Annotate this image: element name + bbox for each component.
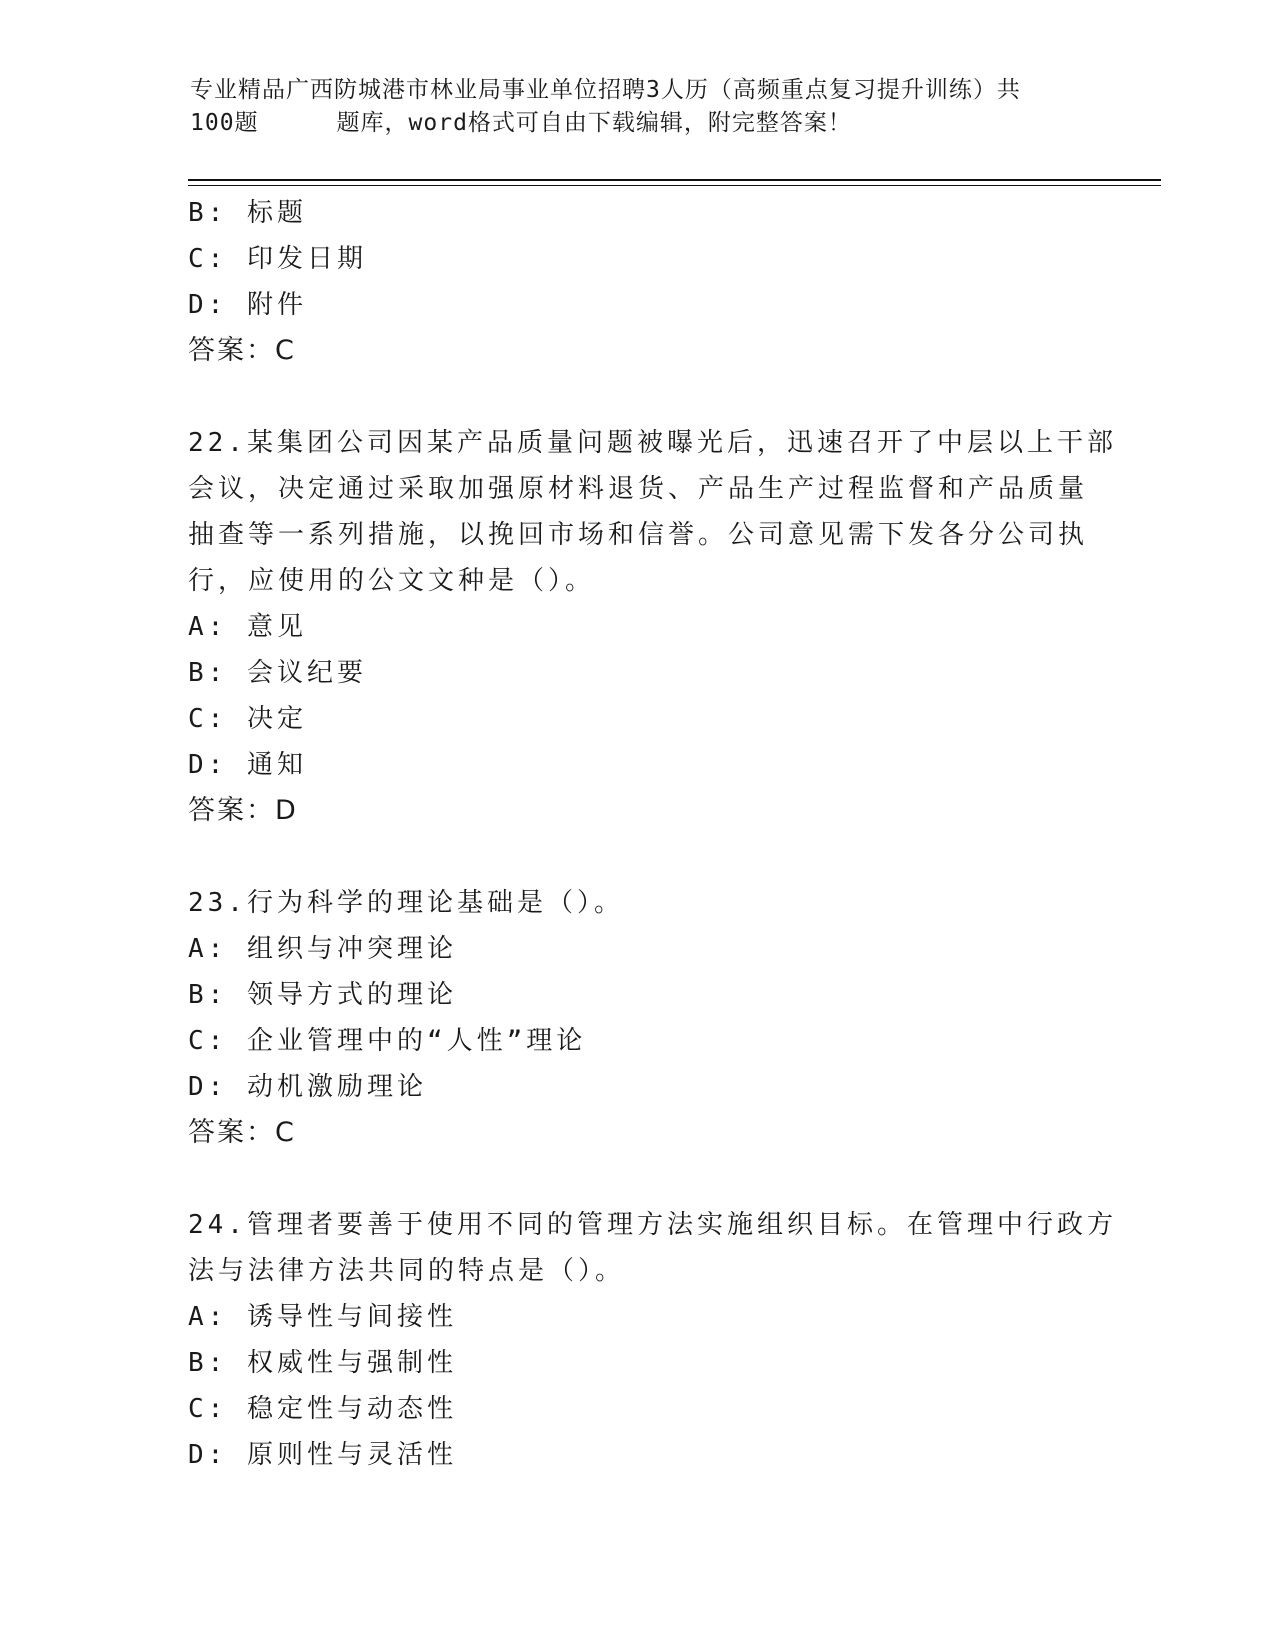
header-question-count: 100题: [190, 110, 259, 136]
spacer: [188, 374, 1088, 420]
question-21: [188, 190, 1088, 374]
option-c: C: 企业管理中的“人性”理论: [188, 1026, 587, 1056]
option-c: C: 稳定性与动态性: [188, 1394, 457, 1424]
question-stem: 法与法律方法共同的特点是（）。: [188, 1256, 626, 1286]
question-22: [188, 420, 1117, 834]
header-title-line-2: [190, 107, 1070, 140]
header-divider-thin: [188, 185, 1161, 186]
question-content: [188, 190, 1117, 1478]
option-b: B: 会议纪要: [188, 658, 367, 688]
question-23: [188, 880, 1088, 1156]
header-divider-thick: [188, 179, 1161, 181]
option-a: A: 意见: [188, 612, 307, 642]
question-stem: 行，应使用的公文文种是（）。: [188, 566, 596, 596]
answer: 答案：D: [188, 795, 298, 826]
page-header: [190, 74, 1070, 140]
option-d: D: 通知: [188, 750, 307, 780]
spacer: [188, 834, 1088, 880]
question-24: [188, 1202, 1117, 1478]
question-stem: 会议，决定通过采取加强原材料退货、产品生产过程监督和产品质量: [188, 474, 1089, 504]
option-d: D: 原则性与灵活性: [188, 1440, 457, 1470]
answer: 答案：C: [188, 335, 296, 366]
option-c: C: 印发日期: [188, 244, 367, 274]
option-a: A: 诱导性与间接性: [188, 1302, 457, 1332]
header-subtitle: 题库，word格式可自由下载编辑，附完整答案！: [336, 110, 852, 136]
question-stem: 24.管理者要善于使用不同的管理方法实施组织目标。在管理中行政方: [188, 1210, 1117, 1240]
option-b: B: 权威性与强制性: [188, 1348, 457, 1378]
option-d: D: 附件: [188, 290, 307, 320]
question-stem: 抽查等一系列措施，以挽回市场和信誉。公司意见需下发各分公司执: [188, 520, 1089, 550]
option-b: B: 标题: [188, 198, 307, 228]
option-d: D: 动机激励理论: [188, 1072, 427, 1102]
spacer: [188, 1156, 1088, 1202]
option-b: B: 领导方式的理论: [188, 980, 457, 1010]
question-stem: 22.某集团公司因某产品质量问题被曝光后，迅速召开了中层以上干部: [188, 428, 1117, 458]
option-a: A: 组织与冲突理论: [188, 934, 457, 964]
header-title-line-1: 专业精品广西防城港市林业局事业单位招聘3人历（高频重点复习提升训练）共: [190, 77, 1021, 103]
question-stem: 23.行为科学的理论基础是（）。: [188, 888, 624, 918]
answer: 答案：C: [188, 1117, 296, 1148]
option-c: C: 决定: [188, 704, 307, 734]
